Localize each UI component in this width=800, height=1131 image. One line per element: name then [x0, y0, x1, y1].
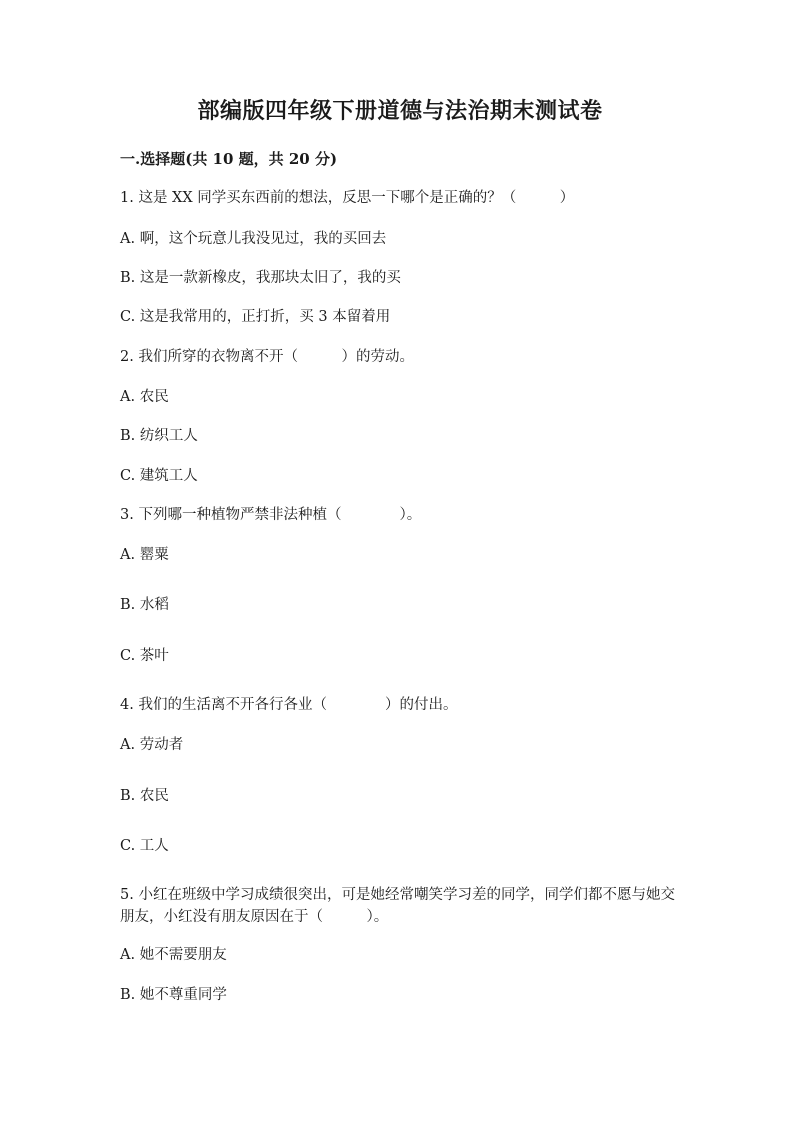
question-1-option-a: A. 啊，这个玩意儿我没见过，我的买回去 [120, 231, 387, 247]
question-4-stem: 4. 我们的生活离不开各行各业（ ）的付出。 [120, 697, 458, 713]
question-4-option-b: B. 农民 [120, 788, 169, 804]
question-3-option-a: A. 罂粟 [120, 547, 169, 563]
question-5-option-b: B. 她不尊重同学 [120, 987, 227, 1003]
question-1-option-b: B. 这是一款新橡皮，我那块太旧了，我的买 [120, 270, 401, 286]
section-heading: 一.选择题(共 10 题，共 20 分) [120, 150, 338, 168]
question-5-stem: 5. 小红在班级中学习成绩很突出，可是她经常嘲笑学习差的同学，同学们都不愿与她交朋友，小红没有朋友原因在于（ ）。 [120, 887, 675, 925]
question-3-stem: 3. 下列哪一种植物严禁非法种植（ ）。 [120, 507, 422, 523]
question-3-option-c: C. 茶叶 [120, 648, 169, 664]
page-title: 部编版四年级下册道德与法治期末测试卷 [197, 98, 603, 124]
question-5-option-a: A. 她不需要朋友 [120, 947, 227, 963]
question-2-stem: 2. 我们所穿的衣物离不开（ ）的劳动。 [120, 349, 414, 365]
question-2-option-c: C. 建筑工人 [120, 468, 198, 484]
question-2-option-b: B. 纺织工人 [120, 428, 198, 444]
question-4-option-c: C. 工人 [120, 838, 169, 854]
question-3-option-b: B. 水稻 [120, 597, 169, 613]
question-2-option-a: A. 农民 [120, 389, 169, 405]
question-1-stem: 1. 这是 XX 同学买东西前的想法，反思一下哪个是正确的？（ ） [120, 190, 575, 206]
question-4-option-a: A. 劳动者 [120, 737, 184, 753]
question-1-option-c: C. 这是我常用的，正打折，买 3 本留着用 [120, 309, 391, 325]
